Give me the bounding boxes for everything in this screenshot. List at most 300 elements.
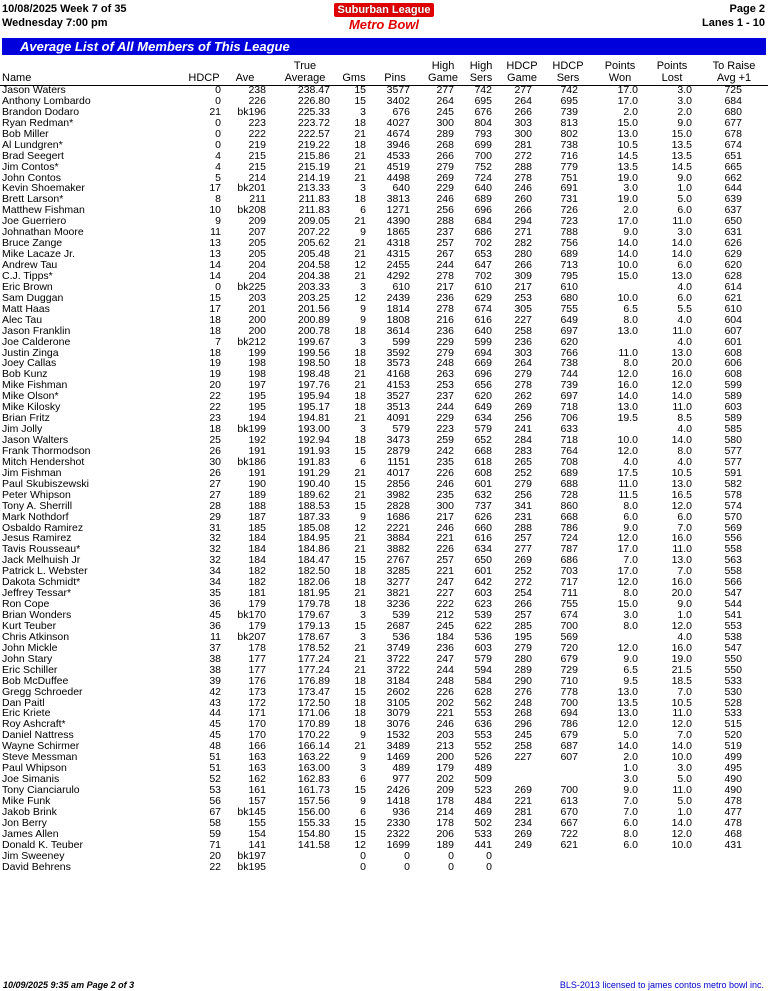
cell-dsers: 613: [560, 794, 578, 807]
cell-hdcp: 0: [215, 94, 221, 107]
cell-won: 5.0: [623, 729, 638, 742]
cell-name: Brett Larson*: [2, 193, 64, 206]
cell-pins: 1271: [386, 204, 410, 217]
cell-name: Jason Waters: [2, 84, 66, 96]
cell-gms: 18: [354, 674, 366, 687]
cell-dsers: 686: [560, 554, 578, 567]
cell-dsers: 700: [560, 619, 578, 632]
cell-raise: 468: [724, 827, 742, 840]
cell-ave: bk212: [237, 335, 266, 348]
cell-hdcp: 14: [209, 269, 221, 282]
cell-won: 15.0: [617, 598, 638, 611]
cell-won: 10.0: [617, 434, 638, 446]
cell-gms: 3: [360, 182, 366, 195]
cell-hgame: 235: [436, 488, 454, 501]
cell-name: John Stary: [2, 652, 53, 665]
cell-hgame: 279: [436, 160, 454, 173]
cell-ave: 226: [248, 94, 266, 107]
cell-pins: 3489: [386, 740, 410, 753]
cell-ave: 184: [248, 532, 266, 545]
cell-pins: 3614: [386, 324, 410, 337]
cell-name: Osbaldo Ramirez: [2, 521, 84, 534]
cell-won: 9.0: [623, 521, 638, 534]
cell-dgame: 282: [514, 237, 532, 250]
cell-lost: 7.0: [677, 729, 692, 742]
cell-true: 179.13: [297, 619, 330, 632]
cell-pins: 3184: [386, 674, 410, 687]
cell-raise: 490: [724, 784, 742, 796]
cell-name: Jim Fishman: [2, 466, 62, 479]
cell-gms: 21: [354, 149, 366, 162]
cell-dgame: 272: [514, 149, 532, 162]
cell-true: 182.50: [297, 565, 330, 578]
cell-hdcp: 15: [209, 291, 221, 304]
cell-name: David Behrens: [2, 860, 71, 873]
cell-ave: 205: [248, 237, 266, 250]
cell-name: Gregg Schroeder: [2, 685, 83, 698]
cell-won: 8.0: [623, 587, 638, 600]
cell-lost: 1.0: [677, 182, 692, 195]
cell-pins: 3749: [386, 641, 410, 654]
cell-won: 7.0: [623, 805, 638, 818]
cell-dsers: 731: [560, 193, 578, 206]
cell-ave: 195: [248, 390, 266, 403]
column-headers: [0, 59, 768, 86]
cell-hdcp: 0: [215, 280, 221, 293]
cell-won: 14.5: [617, 149, 638, 162]
cell-hdcp: 37: [209, 641, 221, 654]
col-hdcp-sers: HDCP Sers: [552, 60, 584, 84]
cell-hsers: 699: [474, 138, 492, 151]
cell-true: 204.38: [297, 269, 330, 282]
cell-dsers: 728: [560, 488, 578, 501]
cell-gms: 3: [360, 105, 366, 118]
cell-true: 204.58: [297, 259, 330, 271]
cell-lost: 6.0: [677, 259, 692, 271]
cell-pins: 3722: [386, 663, 410, 676]
cell-gms: 18: [354, 324, 366, 337]
cell-ave: 170: [248, 729, 266, 742]
cell-won: 7.0: [623, 794, 638, 807]
cell-pins: 1418: [386, 794, 410, 807]
cell-raise: 725: [724, 84, 742, 96]
footer-license: BLS-2013 licensed to james contos metro bowl inc.: [559, 980, 764, 990]
cell-dgame: 254: [514, 587, 532, 600]
cell-hdcp: 45: [209, 729, 221, 742]
cell-dgame: 195: [514, 630, 532, 643]
cell-dgame: 258: [514, 324, 532, 337]
cell-won: 16.0: [617, 379, 638, 392]
cell-hgame: 221: [436, 565, 454, 578]
table-row: [0, 238, 768, 249]
cell-hsers: 804: [474, 116, 492, 129]
cell-true: 178.67: [297, 630, 330, 643]
cell-won: 14.0: [617, 248, 638, 261]
cell-true: 207.22: [297, 226, 330, 239]
cell-gms: 12: [354, 259, 366, 271]
cell-gms: 9: [360, 302, 366, 315]
cell-hsers: 502: [474, 816, 492, 829]
cell-dsers: 695: [560, 94, 578, 107]
cell-name: Jim Contos*: [2, 160, 59, 173]
table-row: [0, 599, 768, 610]
cell-lost: 5.0: [677, 773, 692, 786]
cell-pins: 2455: [386, 259, 410, 271]
cell-true: 191.93: [297, 444, 330, 457]
cell-dsers: 689: [560, 248, 578, 261]
cell-won: 3.0: [623, 609, 638, 621]
cell-raise: 533: [724, 707, 742, 720]
cell-lost: 3.0: [677, 226, 692, 239]
cell-lost: 2.0: [677, 105, 692, 118]
cell-pins: 4168: [386, 368, 410, 381]
cell-name: Mike Olson*: [2, 390, 59, 403]
cell-hgame: 217: [436, 280, 454, 293]
cell-true: 194.81: [297, 412, 330, 425]
cell-won: 17.0: [617, 84, 638, 96]
cell-raise: 550: [724, 663, 742, 676]
table-row: [0, 293, 768, 304]
cell-name: Brian Fritz: [2, 412, 50, 425]
cell-ave: 201: [248, 302, 266, 315]
cell-ave: 163: [248, 762, 266, 775]
cell-won: 10.0: [617, 259, 638, 271]
cell-name: Ryan Redman*: [2, 116, 74, 129]
cell-hdcp: 22: [209, 401, 221, 414]
cell-gms: 6: [360, 805, 366, 818]
cell-lost: 12.0: [671, 718, 692, 731]
cell-raise: 558: [724, 565, 742, 578]
cell-lost: 11.0: [672, 543, 692, 556]
cell-raise: 677: [724, 116, 742, 129]
cell-raise: 626: [724, 237, 742, 250]
cell-lost: 14.0: [671, 816, 692, 829]
cell-hgame: 209: [436, 784, 454, 796]
cell-dsers: 795: [560, 269, 578, 282]
cell-won: 6.5: [623, 663, 638, 676]
cell-dgame: 245: [514, 729, 532, 742]
cell-name: Tony A. Sherrill: [2, 499, 73, 512]
cell-raise: 566: [724, 576, 742, 589]
table-row: [0, 249, 768, 260]
cell-dgame: 266: [514, 598, 532, 611]
cell-name: Jon Berry: [2, 816, 47, 829]
cell-won: 12.0: [617, 444, 638, 457]
cell-hgame: 300: [436, 116, 454, 129]
col-high-sers: High Sers: [469, 60, 493, 84]
cell-won: 12.0: [617, 718, 638, 731]
cell-lost: 10.0: [671, 751, 692, 764]
cell-lost: 3.0: [677, 84, 692, 96]
cell-hdcp: 4: [215, 149, 221, 162]
cell-dgame: 303: [514, 116, 532, 129]
cell-hgame: 178: [436, 794, 454, 807]
cell-pins: 2828: [386, 499, 410, 512]
cell-hdcp: 27: [209, 488, 221, 501]
table-row: [0, 380, 768, 391]
cell-dgame: 272: [514, 576, 532, 589]
cell-raise: 678: [724, 127, 742, 140]
cell-pins: 3882: [386, 543, 410, 556]
cell-gms: 18: [354, 390, 366, 403]
cell-hdcp: 44: [209, 707, 221, 720]
cell-hgame: 247: [436, 576, 454, 589]
cell-gms: 9: [360, 313, 366, 326]
date-week: 10/08/2025 Week 7 of 35: [2, 3, 127, 15]
cell-hsers: 628: [474, 685, 492, 698]
cell-dgame: 279: [514, 477, 532, 490]
cell-hgame: 246: [436, 521, 454, 534]
cell-raise: 599: [724, 379, 742, 392]
cell-dgame: 300: [514, 127, 532, 140]
cell-dsers: 679: [560, 729, 578, 742]
cell-won: 2.0: [623, 105, 638, 118]
cell-gms: 12: [354, 838, 366, 851]
cell-dsers: 802: [560, 127, 578, 140]
cell-pins: 3513: [386, 401, 410, 414]
cell-hsers: 441: [474, 838, 492, 851]
cell-hsers: 649: [474, 401, 492, 414]
cell-hsers: 634: [474, 412, 492, 425]
cell-dsers: 697: [560, 324, 578, 337]
cell-dgame: 227: [514, 751, 532, 764]
cell-hgame: 206: [436, 827, 454, 840]
cell-ave: bk195: [237, 860, 266, 873]
cell-dsers: 713: [560, 259, 578, 271]
cell-hgame: 236: [436, 324, 454, 337]
cell-hgame: 0: [448, 860, 454, 873]
cell-pins: 4315: [386, 248, 410, 261]
cell-dsers: 718: [560, 434, 578, 446]
cell-raise: 495: [724, 762, 742, 775]
cell-ave: 191: [248, 466, 266, 479]
cell-dgame: 305: [514, 302, 532, 315]
cell-hgame: 226: [436, 543, 454, 556]
cell-hgame: 202: [436, 696, 454, 709]
table-row: [0, 205, 768, 216]
cell-dsers: 697: [560, 390, 578, 403]
cell-won: 19.0: [617, 171, 638, 184]
cell-hgame: 278: [436, 269, 454, 282]
cell-dgame: 289: [514, 663, 532, 676]
cell-hsers: 610: [474, 280, 492, 293]
cell-raise: 577: [724, 444, 742, 457]
cell-hsers: 603: [474, 587, 492, 600]
cell-pins: 2879: [386, 444, 410, 457]
cell-true: 182.06: [297, 576, 330, 589]
cell-ave: 222: [248, 127, 266, 140]
cell-dsers: 717: [560, 576, 578, 589]
cell-gms: 3: [360, 423, 366, 436]
cell-ave: 197: [248, 379, 266, 392]
cell-pins: 1699: [386, 838, 410, 851]
cell-won: 19.0: [617, 193, 638, 206]
cell-pins: 676: [392, 105, 410, 118]
cell-hsers: 579: [474, 423, 492, 436]
table-row: [0, 862, 768, 873]
cell-dgame: 266: [514, 204, 532, 217]
cell-hgame: 279: [436, 346, 454, 359]
table-row: [0, 588, 768, 599]
cell-raise: 620: [724, 259, 742, 271]
cell-hgame: 184: [436, 630, 454, 643]
cell-name: John Contos: [2, 171, 61, 184]
cell-raise: 547: [724, 587, 742, 600]
table-row: [0, 162, 768, 173]
cell-ave: 178: [248, 641, 266, 654]
cell-lost: 16.0: [671, 368, 692, 381]
cell-hgame: 237: [436, 390, 454, 403]
cell-hgame: 179: [436, 762, 454, 775]
cell-hsers: 642: [474, 576, 492, 589]
footer-printed: 10/09/2025 9:35 am Page 2 of 3: [3, 980, 135, 990]
cell-hgame: 178: [436, 816, 454, 829]
cell-won: 17.5: [617, 466, 638, 479]
cell-raise: 604: [724, 313, 742, 326]
cell-dsers: 607: [560, 751, 578, 764]
cell-dsers: 668: [560, 510, 578, 523]
cell-dsers: 722: [560, 827, 578, 840]
cell-hsers: 702: [474, 237, 492, 250]
cell-pins: 1686: [386, 510, 410, 523]
cell-lost: 11.0: [672, 324, 692, 337]
cell-dgame: 279: [514, 368, 532, 381]
cell-hsers: 737: [474, 499, 492, 512]
cell-lost: 16.5: [671, 488, 692, 501]
table-row: [0, 763, 768, 774]
cell-true: 200.78: [297, 324, 330, 337]
cell-won: 8.0: [623, 357, 638, 370]
cell-won: 9.0: [623, 226, 638, 239]
table-row: [0, 818, 768, 829]
cell-raise: 577: [724, 455, 742, 468]
table-row: [0, 643, 768, 654]
cell-gms: 15: [354, 816, 366, 829]
cell-hdcp: 21: [209, 105, 221, 118]
cell-pins: 4153: [386, 379, 410, 392]
cell-won: 13.5: [617, 696, 638, 709]
cell-won: 10.0: [617, 291, 638, 304]
cell-name: Eric Kriete: [2, 707, 51, 720]
cell-ave: 191: [248, 444, 266, 457]
cell-won: 19.5: [617, 412, 638, 425]
cell-dsers: 569: [560, 630, 578, 643]
cell-pins: 3285: [386, 565, 410, 578]
cell-ave: 200: [248, 313, 266, 326]
cell-ave: 198: [248, 368, 266, 381]
cell-lost: 6.0: [677, 291, 692, 304]
cell-raise: 589: [724, 412, 742, 425]
cell-won: 17.0: [617, 543, 638, 556]
cell-hgame: 216: [436, 313, 454, 326]
cell-hsers: 650: [474, 554, 492, 567]
cell-lost: 6.0: [677, 510, 692, 523]
col-to-raise: To Raise Avg +1: [712, 60, 756, 84]
cell-hgame: 226: [436, 685, 454, 698]
cell-won: 13.0: [617, 685, 638, 698]
cell-hdcp: 38: [209, 663, 221, 676]
cell-true: 156.00: [297, 805, 330, 818]
cell-ave: bk199: [237, 423, 266, 436]
cell-true: 205.62: [297, 237, 330, 250]
cell-raise: 662: [724, 171, 742, 184]
table-row: [0, 304, 768, 315]
cell-ave: 162: [248, 773, 266, 786]
cell-raise: 591: [724, 466, 742, 479]
cell-lost: 11.0: [672, 401, 692, 414]
cell-name: Bob Kunz: [2, 368, 48, 381]
cell-name: Jason Franklin: [2, 324, 71, 337]
cell-lost: 21.5: [671, 663, 692, 676]
cell-won: 11.0: [618, 477, 638, 490]
cell-dgame: 248: [514, 696, 532, 709]
cell-ave: 219: [248, 138, 266, 151]
cell-dgame: 269: [514, 401, 532, 414]
cell-true: 179.78: [297, 598, 330, 611]
cell-name: Bob McDuffee: [2, 674, 69, 687]
cell-dsers: 724: [560, 532, 578, 545]
cell-raise: 674: [724, 138, 742, 151]
cell-gms: 21: [354, 466, 366, 479]
cell-ave: 211: [249, 193, 266, 206]
cell-won: 1.0: [623, 762, 638, 775]
cell-gms: 9: [360, 226, 366, 239]
cell-won: 13.0: [617, 401, 638, 414]
cell-raise: 631: [724, 226, 742, 239]
cell-gms: 15: [354, 554, 366, 567]
cell-true: 195.94: [297, 390, 330, 403]
table-row: [0, 402, 768, 413]
cell-lost: 6.0: [677, 204, 692, 217]
cell-ave: 238: [248, 84, 266, 96]
cell-hdcp: 28: [209, 499, 221, 512]
table-row: [0, 741, 768, 752]
table-row: [0, 216, 768, 227]
cell-hgame: 223: [436, 423, 454, 436]
table-row: [0, 446, 768, 457]
cell-hsers: 694: [474, 346, 492, 359]
cell-true: 223.72: [297, 116, 330, 129]
cell-lost: 4.0: [677, 335, 692, 348]
cell-ave: 190: [248, 477, 266, 490]
cell-name: Justin Zinga: [2, 346, 59, 359]
cell-name: Mark Nothdorf: [2, 510, 69, 523]
cell-lost: 16.0: [671, 576, 692, 589]
cell-gms: 21: [354, 127, 366, 140]
cell-name: Matt Haas: [2, 302, 50, 315]
cell-pins: 4091: [386, 412, 410, 425]
table-row: [0, 687, 768, 698]
cell-pins: 1865: [386, 226, 410, 239]
cell-dsers: 674: [560, 609, 578, 621]
table-row: [0, 282, 768, 293]
cell-hgame: 213: [436, 740, 454, 753]
cell-true: 184.86: [297, 543, 330, 556]
cell-raise: 608: [724, 368, 742, 381]
table-row: [0, 566, 768, 577]
cell-ave: 141: [248, 838, 266, 851]
cell-gms: 3: [360, 335, 366, 348]
report-title-banner: Average List of All Members of This League: [2, 38, 766, 55]
cell-lost: 10.5: [671, 696, 692, 709]
cell-hsers: 724: [474, 171, 492, 184]
cell-ave: 182: [248, 565, 266, 578]
cell-hdcp: 35: [209, 587, 221, 600]
cell-dsers: 755: [560, 302, 578, 315]
cell-won: 15.0: [617, 116, 638, 129]
cell-name: Johnathan Moore: [2, 226, 84, 239]
cell-hdcp: 34: [209, 576, 221, 589]
